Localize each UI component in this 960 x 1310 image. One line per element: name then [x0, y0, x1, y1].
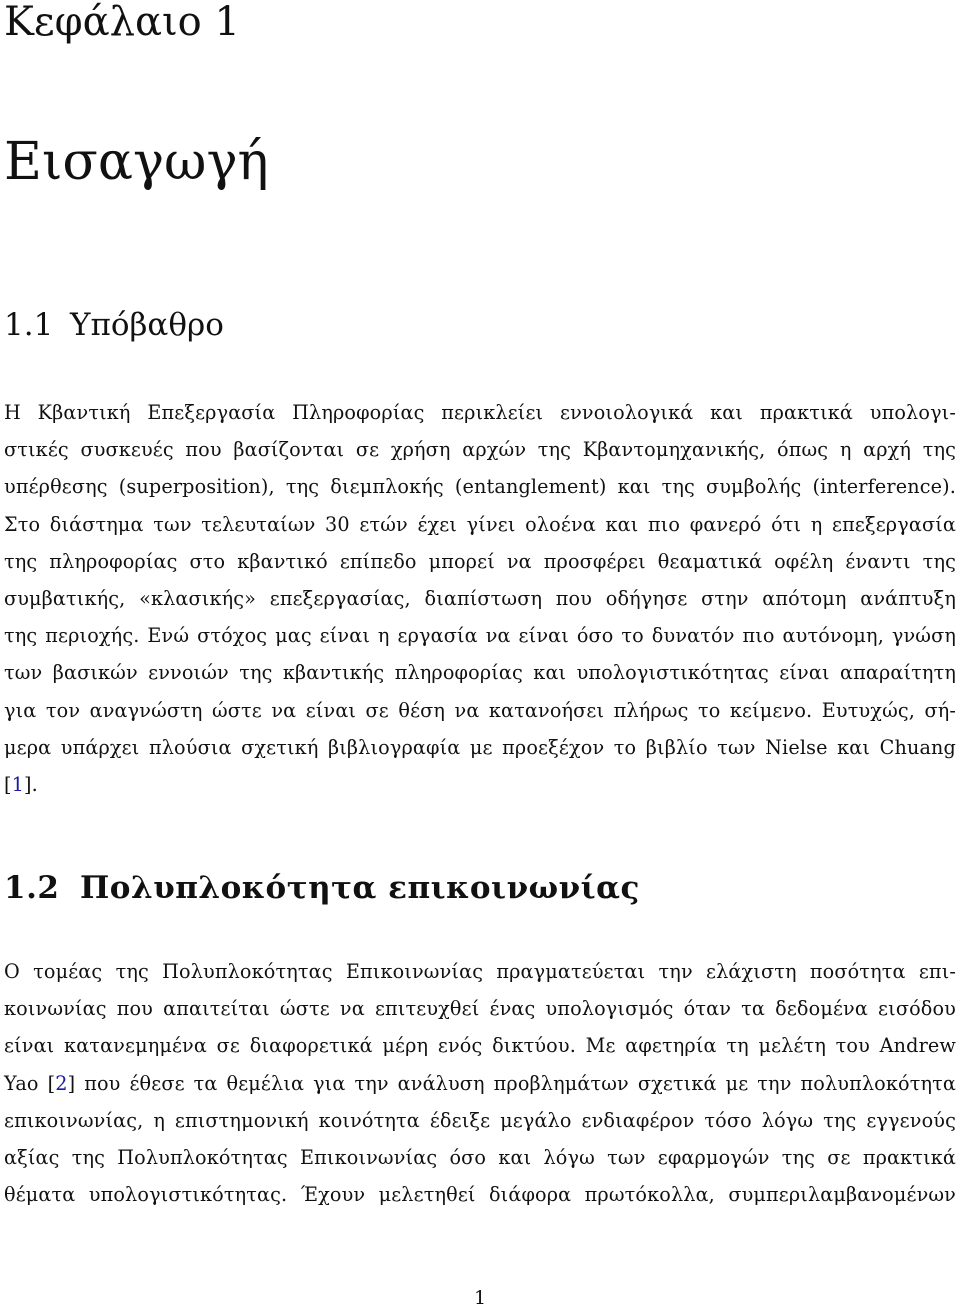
citation-bracket-open: [ — [4, 773, 12, 797]
text-line: θέματα υπολογιστικότητας. Έχουν μελετηθεί διάφορα πρωτόκολλα, συμπεριλαμβανομένων — [4, 1183, 956, 1207]
text-line: επικοινωνίας, η επιστημονική κοινότητα έδειξε μεγάλο ενδιαφέρον τόσο λόγω της εγγενούς — [4, 1108, 956, 1132]
section-number: 1.2 — [4, 870, 60, 906]
text-line: για τον αναγνώστη ώστε να είναι σε θέση να κατανοήσει πλήρως το κείμενο. Ευτυχώς, σή- — [4, 698, 956, 722]
text-line: στικές συσκευές που βασίζονται σε χρήση αρχών της Κβαντομηχανικής, όπως η αρχή της — [4, 438, 956, 462]
section-number: 1.1 — [4, 307, 54, 343]
text-line: της πληροφορίας στο κβαντικό επίπεδο μπορεί να προσφέρει θεαματικά οφέλη έναντι της — [4, 549, 956, 573]
paragraph-background — [4, 394, 956, 803]
text-line — [4, 766, 956, 803]
text-line: αξίας της Πολυπλοκότητας Επικοινωνίας όσο και λόγω των εφαρμογών της σε πρακτικά — [4, 1146, 956, 1170]
text-line — [4, 1065, 956, 1102]
text-line: Ο τομέας της Πολυπλοκότητας Επικοινωνίας πραγματεύεται την ελάχιστη ποσότητα επι- — [4, 960, 956, 983]
chapter-label: Κεφάλαιο 1 — [4, 0, 240, 45]
citation-link-1[interactable]: 1 — [11, 773, 24, 797]
text-line: υπέρθεσης (superposition), της διεμπλοκής (entanglement) και της συμβολής (interference). — [4, 475, 956, 499]
text-line: είναι κατανεμημένα σε διαφορετικά μέρη ενός δικτύου. Με αφετηρία τη μελέτη του Andrew — [4, 1034, 956, 1058]
section-title: Υπόβαθρο — [70, 307, 224, 343]
paragraph-communication-complexity — [4, 953, 956, 1213]
text-line: των βασικών εννοιών της κβαντικής πληροφορίας και υπολογιστικότητας είναι απαραίτητη — [4, 661, 956, 685]
citation-bracket-close: ]. — [24, 773, 38, 797]
text-before-citation: Yao [ — [4, 1071, 56, 1095]
section-heading-background — [4, 306, 224, 344]
chapter-title: Εισαγωγή — [4, 132, 269, 192]
text-line: κοινωνίας που απαιτείται ώστε να επιτευχθεί ένας υπολογισμός όταν τα δεδομένα εισόδου — [4, 997, 956, 1021]
text-line: Στο διάστημα των τελευταίων 30 ετών έχει γίνει ολοένα και πιο φανερό ότι η επεξεργασία — [4, 512, 956, 536]
section-heading-communication-complexity — [4, 869, 640, 907]
text-after-citation: ] που έθεσε τα θεμέλια για την ανάλυση προβλημάτων σχετικά με την πολυπλοκότητα — [67, 1071, 956, 1095]
section-title: Πολυπλοκότητα επικοινωνίας — [80, 870, 640, 906]
text-line: της περιοχής. Ενώ στόχος μας είναι η εργασία να είναι όσο το δυνατόν πιο αυτόνομη, γνώση — [4, 624, 956, 648]
citation-link-2[interactable]: 2 — [55, 1071, 68, 1095]
text-line: Η Κβαντική Επεξεργασία Πληροφορίας περικλείει εννοιολογικά και πρακτικά υπολογι- — [4, 401, 956, 424]
page-number: 1 — [473, 1287, 487, 1309]
text-line: μερα υπάρχει πλούσια σχετική βιβλιογραφία με προεξέχον το βιβλίο των Nielse και Chuang — [4, 735, 956, 759]
text-line: συμβατικής, «κλασικής» επεξεργασίας, διαπίστωση που οδήγησε στην απότομη ανάπτυξη — [4, 587, 956, 611]
